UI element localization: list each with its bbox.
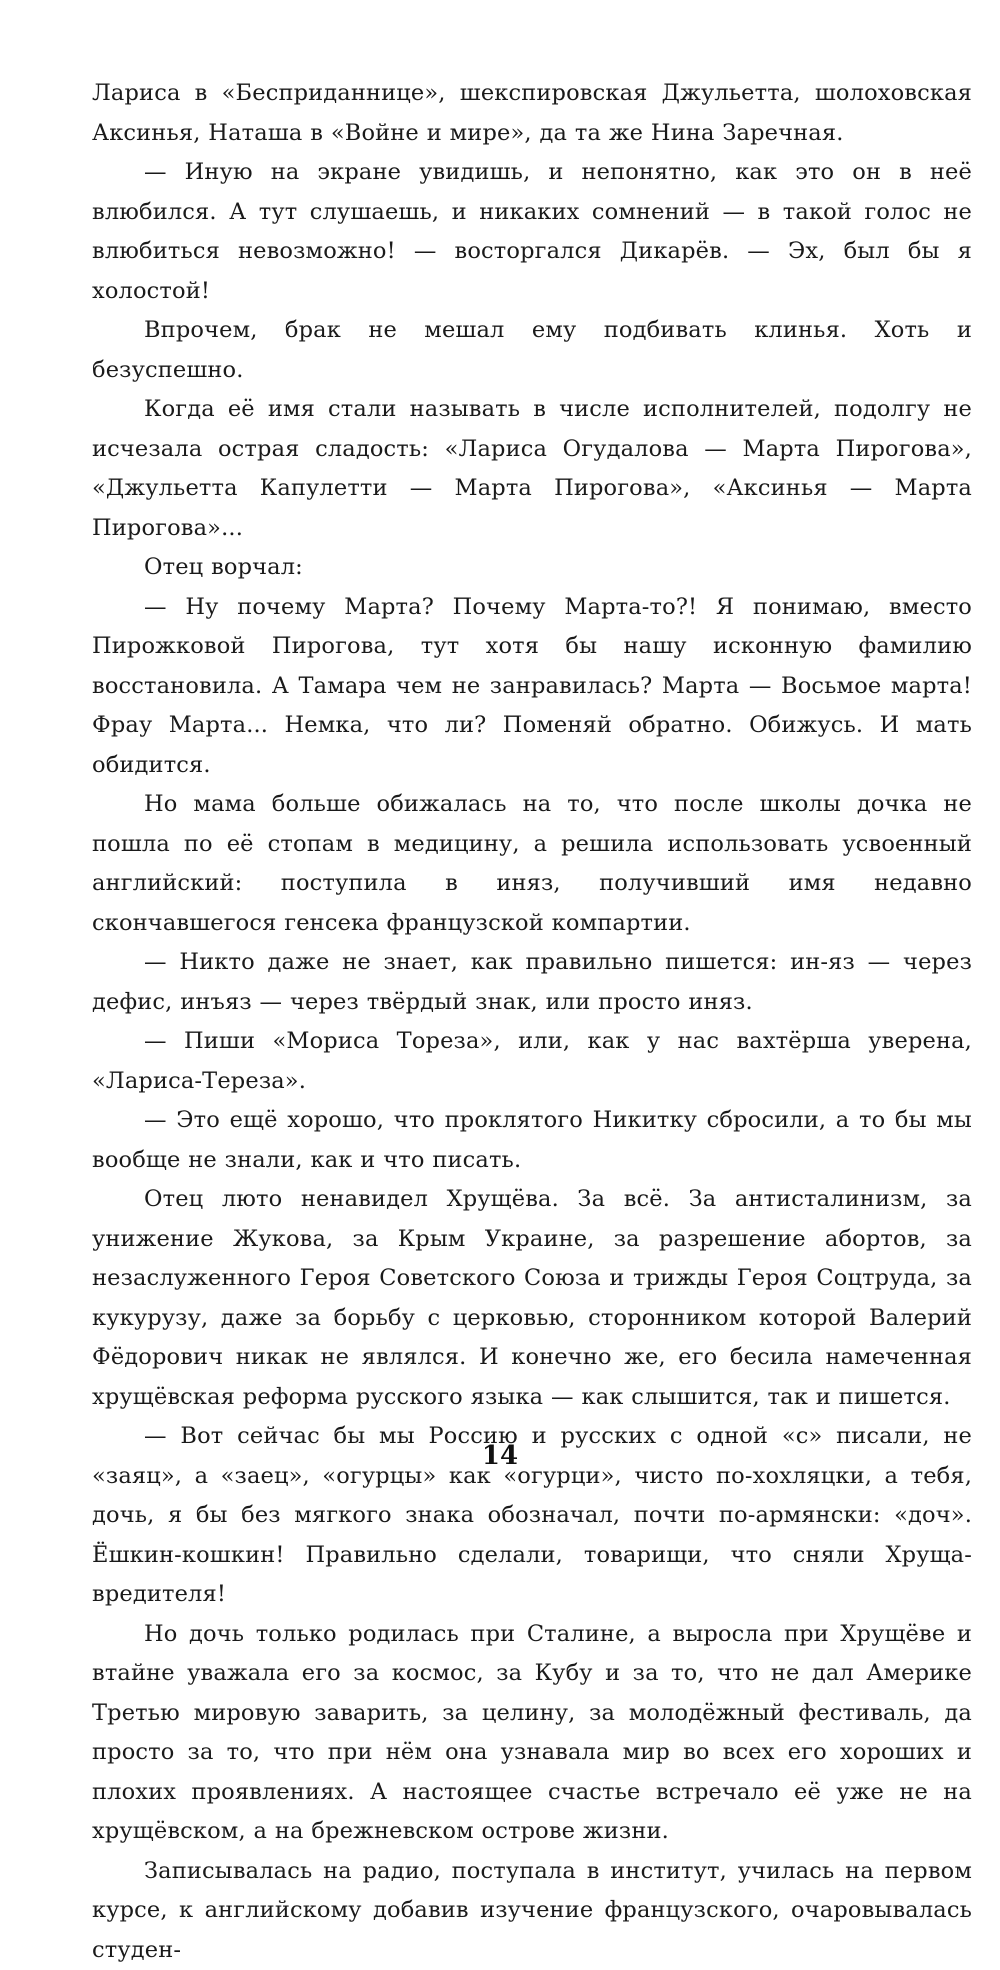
paragraph-9: — Пиши «Мориса Тореза», или, как у нас вахтёрша уверена, «Лариса-Тереза». — [92, 1022, 972, 1101]
paragraph-8: — Никто даже не знает, как правильно пишется: ин-яз — через дефис, инъяз — через твёрдый знак, или просто иняз. — [92, 943, 972, 1022]
paragraph-14: Записывалась на радио, поступала в институт, училась на первом курсе, к английскому добавив изучение французского, очаровывалась студен- — [92, 1852, 972, 1970]
paragraph-5: Отец ворчал: — [92, 548, 972, 588]
paragraph-6: — Ну почему Марта? Почему Марта-то?! Я понимаю, вместо Пирожковой Пирогова, тут хотя бы нашу исконную фамилию восстановила. А Тамара чем не занравилась? Марта — Восьмое марта! Фрау Марта... Немка, что ли? Поменяй обратно. Обижусь. И мать обидится. — [92, 588, 972, 786]
page-number: 14 — [0, 1441, 1000, 1471]
paragraph-4: Когда её имя стали называть в числе исполнителей, подолгу не исчезала острая сладость: «Лариса Огудалова — Марта Пирогова», «Джульетта Капулетти — Марта Пирогова», «Аксинья — Марта Пирогова»... — [92, 390, 972, 548]
page-body — [92, 74, 972, 1970]
paragraph-11: Отец люто ненавидел Хрущёва. За всё. За антисталинизм, за унижение Жукова, за Крым Украине, за разрешение абортов, за незаслуженного Героя Советского Союза и трижды Героя Соцтруда, за кукурузу, даже за борьбу с церковью, сторонником которой Валерий Фёдорович никак не являлся. И конечно же, его бесила намеченная хрущёвская реформа русского языка — как слышится, так и пишется. — [92, 1180, 972, 1417]
paragraph-12: — Вот сейчас бы мы Россию и русских с одной «с» писали, не «заяц», а «заец», «огурцы» как «огурци», чисто по-хохляцки, а тебя, дочь, я бы без мягкого знака обозначал, почти по-армянски: «доч». Ёшкин-кошкин! Правильно сделали, товарищи, что сняли Хруща-вредителя! — [92, 1417, 972, 1615]
paragraph-10: — Это ещё хорошо, что проклятого Никитку сбросили, а то бы мы вообще не знали, как и что писать. — [92, 1101, 972, 1180]
paragraph-2: — Иную на экране увидишь, и непонятно, как это он в неё влюбился. А тут слушаешь, и никаких сомнений — в такой голос не влюбиться невозможно! — восторгался Дикарёв. — Эх, был бы я холостой! — [92, 153, 972, 311]
paragraph-1: Лариса в «Бесприданнице», шекспировская Джульетта, шолоховская Аксинья, Наташа в «Войне и мире», да та же Нина Заречная. — [92, 74, 972, 153]
paragraph-7: Но мама больше обижалась на то, что после школы дочка не пошла по её стопам в медицину, а решила использовать усвоенный английский: поступила в иняз, получивший имя недавно скончавшегося генсека французской компартии. — [92, 785, 972, 943]
paragraph-13: Но дочь только родилась при Сталине, а выросла при Хрущёве и втайне уважала его за космос, за Кубу и за то, что не дал Америке Третью мировую заварить, за целину, за молодёжный фестиваль, да просто за то, что при нём она узнавала мир во всех его хороших и плохих проявлениях. А настоящее счастье встречало её уже не на хрущёвском, а на брежневском острове жизни. — [92, 1615, 972, 1852]
paragraph-3: Впрочем, брак не мешал ему подбивать клинья. Хоть и безуспешно. — [92, 311, 972, 390]
